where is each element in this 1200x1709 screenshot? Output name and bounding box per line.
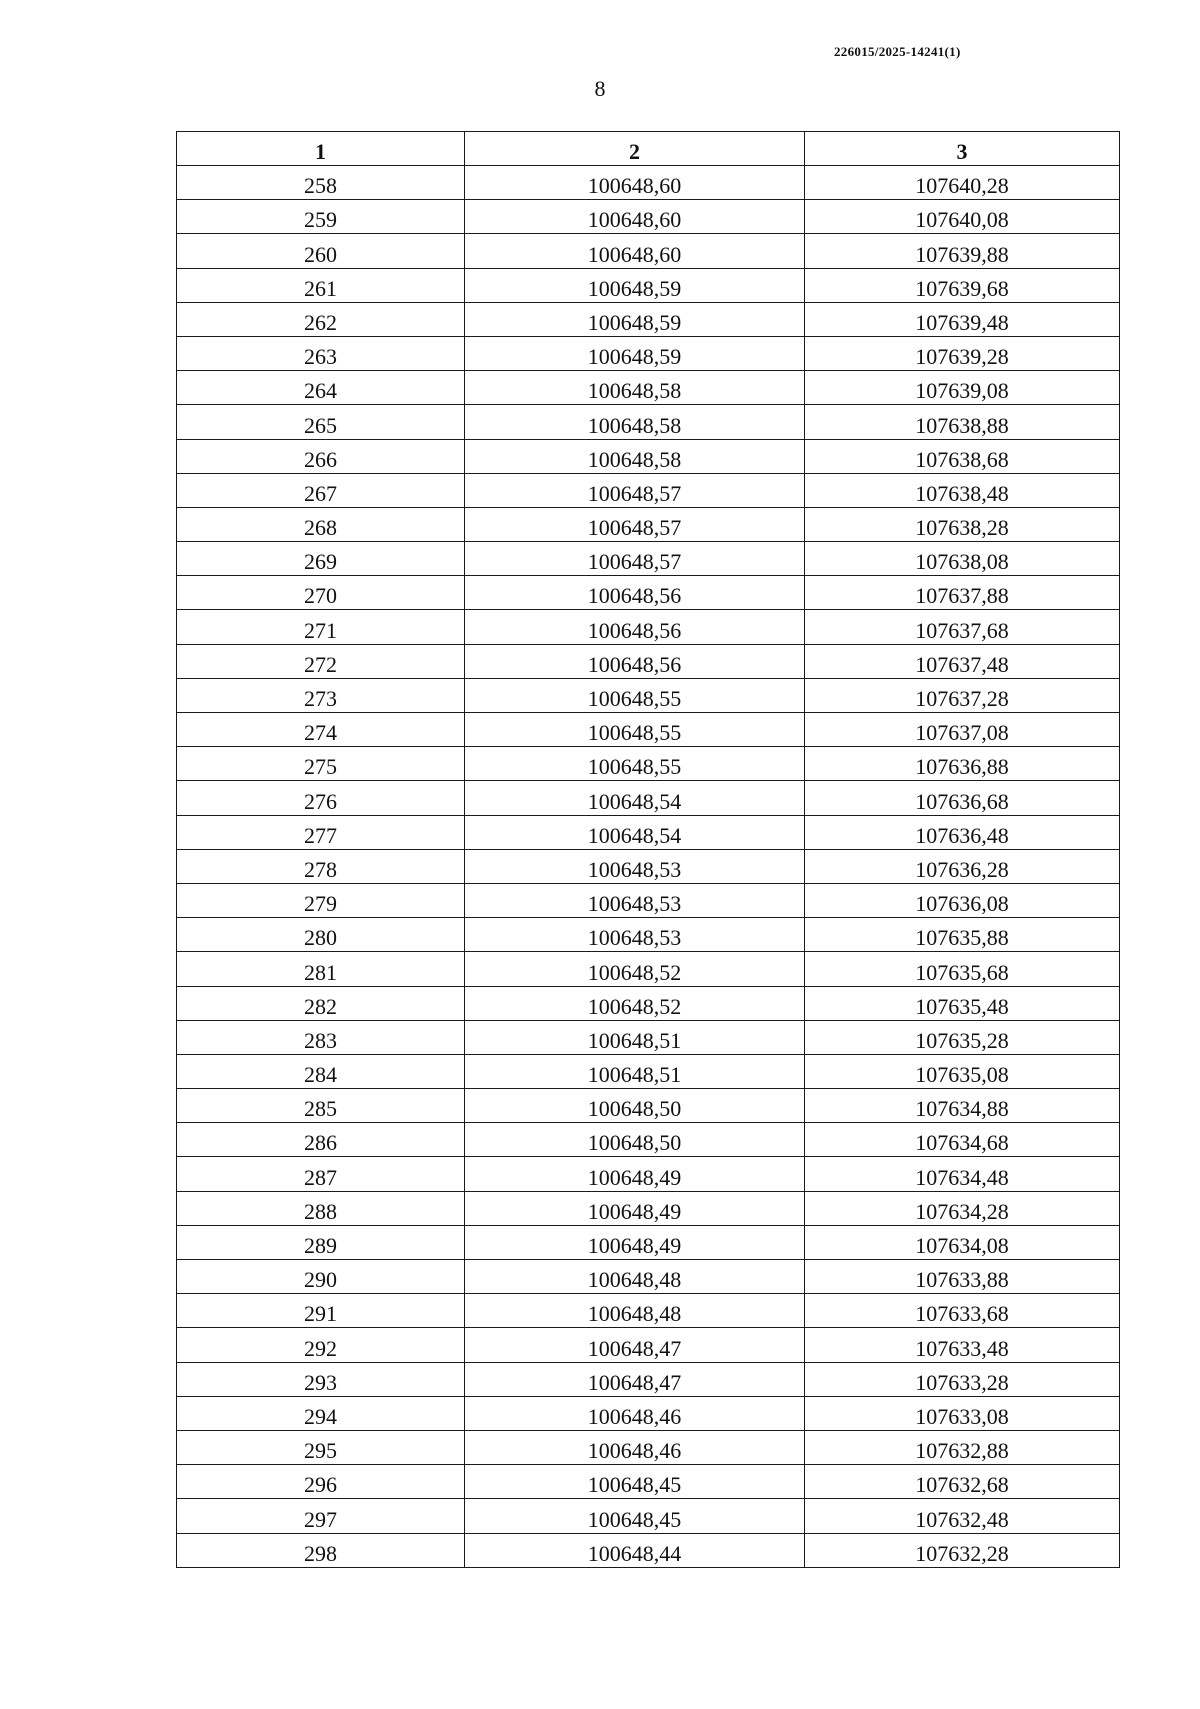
- x-coordinate-cell: 100648,49: [465, 1191, 805, 1225]
- coordinates-table: [176, 131, 1120, 1568]
- y-coordinate-cell: 107632,48: [805, 1499, 1120, 1533]
- table-row: [177, 576, 1120, 610]
- y-coordinate-cell: 107639,48: [805, 302, 1120, 336]
- point-number-cell: 283: [177, 1020, 465, 1054]
- y-coordinate-cell: 107634,68: [805, 1123, 1120, 1157]
- y-coordinate-cell: 107637,88: [805, 576, 1120, 610]
- x-coordinate-cell: 100648,56: [465, 576, 805, 610]
- point-number-cell: 264: [177, 371, 465, 405]
- y-coordinate-cell: 107635,48: [805, 986, 1120, 1020]
- x-coordinate-cell: 100648,53: [465, 918, 805, 952]
- point-number-cell: 276: [177, 781, 465, 815]
- x-coordinate-cell: 100648,55: [465, 747, 805, 781]
- point-number-cell: 286: [177, 1123, 465, 1157]
- point-number-cell: 298: [177, 1533, 465, 1567]
- point-number-cell: 261: [177, 268, 465, 302]
- point-number-cell: 289: [177, 1225, 465, 1259]
- table-row: [177, 234, 1120, 268]
- point-number-cell: 295: [177, 1430, 465, 1464]
- y-coordinate-cell: 107638,48: [805, 473, 1120, 507]
- point-number-cell: 267: [177, 473, 465, 507]
- point-number-cell: 265: [177, 405, 465, 439]
- point-number-cell: 294: [177, 1396, 465, 1430]
- y-coordinate-cell: 107636,88: [805, 747, 1120, 781]
- y-coordinate-cell: 107637,28: [805, 678, 1120, 712]
- y-coordinate-cell: 107638,08: [805, 542, 1120, 576]
- table-row: [177, 747, 1120, 781]
- x-coordinate-cell: 100648,59: [465, 268, 805, 302]
- x-coordinate-cell: 100648,60: [465, 200, 805, 234]
- x-coordinate-cell: 100648,55: [465, 713, 805, 747]
- table-row: [177, 1328, 1120, 1362]
- point-number-cell: 259: [177, 200, 465, 234]
- table-row: [177, 713, 1120, 747]
- y-coordinate-cell: 107639,28: [805, 336, 1120, 370]
- x-coordinate-cell: 100648,49: [465, 1157, 805, 1191]
- x-coordinate-cell: 100648,46: [465, 1396, 805, 1430]
- table-row: [177, 405, 1120, 439]
- x-coordinate-cell: 100648,58: [465, 371, 805, 405]
- point-number-cell: 273: [177, 678, 465, 712]
- y-coordinate-cell: 107634,28: [805, 1191, 1120, 1225]
- table-row: [177, 1533, 1120, 1567]
- y-coordinate-cell: 107640,08: [805, 200, 1120, 234]
- column-header-3: 3: [805, 132, 1120, 166]
- table-row: [177, 439, 1120, 473]
- y-coordinate-cell: 107638,88: [805, 405, 1120, 439]
- table-row: [177, 986, 1120, 1020]
- point-number-cell: 297: [177, 1499, 465, 1533]
- column-header-2: 2: [465, 132, 805, 166]
- x-coordinate-cell: 100648,58: [465, 439, 805, 473]
- y-coordinate-cell: 107637,68: [805, 610, 1120, 644]
- x-coordinate-cell: 100648,51: [465, 1020, 805, 1054]
- table-row: [177, 1225, 1120, 1259]
- x-coordinate-cell: 100648,52: [465, 986, 805, 1020]
- table-row: [177, 166, 1120, 200]
- point-number-cell: 284: [177, 1054, 465, 1088]
- x-coordinate-cell: 100648,49: [465, 1225, 805, 1259]
- point-number-cell: 282: [177, 986, 465, 1020]
- table-row: [177, 507, 1120, 541]
- table-row: [177, 1020, 1120, 1054]
- point-number-cell: 258: [177, 166, 465, 200]
- table-row: [177, 1396, 1120, 1430]
- y-coordinate-cell: 107633,28: [805, 1362, 1120, 1396]
- y-coordinate-cell: 107632,28: [805, 1533, 1120, 1567]
- x-coordinate-cell: 100648,60: [465, 166, 805, 200]
- table-header: [177, 132, 1120, 166]
- y-coordinate-cell: 107639,08: [805, 371, 1120, 405]
- point-number-cell: 287: [177, 1157, 465, 1191]
- table-row: [177, 815, 1120, 849]
- table-row: [177, 781, 1120, 815]
- y-coordinate-cell: 107635,88: [805, 918, 1120, 952]
- point-number-cell: 277: [177, 815, 465, 849]
- point-number-cell: 269: [177, 542, 465, 576]
- x-coordinate-cell: 100648,44: [465, 1533, 805, 1567]
- point-number-cell: 271: [177, 610, 465, 644]
- y-coordinate-cell: 107632,68: [805, 1465, 1120, 1499]
- point-number-cell: 292: [177, 1328, 465, 1362]
- x-coordinate-cell: 100648,47: [465, 1328, 805, 1362]
- y-coordinate-cell: 107636,48: [805, 815, 1120, 849]
- x-coordinate-cell: 100648,48: [465, 1294, 805, 1328]
- point-number-cell: 291: [177, 1294, 465, 1328]
- table-row: [177, 644, 1120, 678]
- x-coordinate-cell: 100648,59: [465, 336, 805, 370]
- point-number-cell: 285: [177, 1089, 465, 1123]
- y-coordinate-cell: 107635,28: [805, 1020, 1120, 1054]
- x-coordinate-cell: 100648,60: [465, 234, 805, 268]
- x-coordinate-cell: 100648,48: [465, 1260, 805, 1294]
- table-row: [177, 336, 1120, 370]
- table-row: [177, 1260, 1120, 1294]
- table-row: [177, 473, 1120, 507]
- point-number-cell: 279: [177, 883, 465, 917]
- table-row: [177, 1362, 1120, 1396]
- table-row: [177, 302, 1120, 336]
- y-coordinate-cell: 107633,08: [805, 1396, 1120, 1430]
- x-coordinate-cell: 100648,45: [465, 1465, 805, 1499]
- x-coordinate-cell: 100648,53: [465, 849, 805, 883]
- y-coordinate-cell: 107639,88: [805, 234, 1120, 268]
- point-number-cell: 296: [177, 1465, 465, 1499]
- point-number-cell: 272: [177, 644, 465, 678]
- y-coordinate-cell: 107632,88: [805, 1430, 1120, 1464]
- y-coordinate-cell: 107639,68: [805, 268, 1120, 302]
- table-row: [177, 371, 1120, 405]
- y-coordinate-cell: 107635,68: [805, 952, 1120, 986]
- point-number-cell: 281: [177, 952, 465, 986]
- point-number-cell: 266: [177, 439, 465, 473]
- y-coordinate-cell: 107638,28: [805, 507, 1120, 541]
- x-coordinate-cell: 100648,59: [465, 302, 805, 336]
- table-row: [177, 883, 1120, 917]
- x-coordinate-cell: 100648,56: [465, 610, 805, 644]
- x-coordinate-cell: 100648,46: [465, 1430, 805, 1464]
- point-number-cell: 293: [177, 1362, 465, 1396]
- y-coordinate-cell: 107640,28: [805, 166, 1120, 200]
- x-coordinate-cell: 100648,58: [465, 405, 805, 439]
- table-row: [177, 918, 1120, 952]
- point-number-cell: 275: [177, 747, 465, 781]
- table-row: [177, 1499, 1120, 1533]
- y-coordinate-cell: 107637,08: [805, 713, 1120, 747]
- x-coordinate-cell: 100648,56: [465, 644, 805, 678]
- table-row: [177, 1089, 1120, 1123]
- point-number-cell: 280: [177, 918, 465, 952]
- table-row: [177, 542, 1120, 576]
- point-number-cell: 268: [177, 507, 465, 541]
- y-coordinate-cell: 107633,48: [805, 1328, 1120, 1362]
- point-number-cell: 262: [177, 302, 465, 336]
- page-number: 8: [594, 76, 606, 101]
- table-body: [177, 166, 1120, 1568]
- table-row: [177, 849, 1120, 883]
- table-row: [177, 1054, 1120, 1088]
- y-coordinate-cell: 107634,48: [805, 1157, 1120, 1191]
- x-coordinate-cell: 100648,53: [465, 883, 805, 917]
- table-row: [177, 200, 1120, 234]
- point-number-cell: 290: [177, 1260, 465, 1294]
- x-coordinate-cell: 100648,45: [465, 1499, 805, 1533]
- point-number-cell: 274: [177, 713, 465, 747]
- table-row: [177, 1157, 1120, 1191]
- x-coordinate-cell: 100648,52: [465, 952, 805, 986]
- x-coordinate-cell: 100648,55: [465, 678, 805, 712]
- table-row: [177, 1465, 1120, 1499]
- x-coordinate-cell: 100648,50: [465, 1123, 805, 1157]
- table-row: [177, 1430, 1120, 1464]
- table-row: [177, 1191, 1120, 1225]
- table-row: [177, 952, 1120, 986]
- y-coordinate-cell: 107633,88: [805, 1260, 1120, 1294]
- point-number-cell: 260: [177, 234, 465, 268]
- y-coordinate-cell: 107633,68: [805, 1294, 1120, 1328]
- x-coordinate-cell: 100648,50: [465, 1089, 805, 1123]
- table-row: [177, 678, 1120, 712]
- point-number-cell: 278: [177, 849, 465, 883]
- x-coordinate-cell: 100648,57: [465, 473, 805, 507]
- x-coordinate-cell: 100648,57: [465, 542, 805, 576]
- y-coordinate-cell: 107638,68: [805, 439, 1120, 473]
- y-coordinate-cell: 107636,08: [805, 883, 1120, 917]
- x-coordinate-cell: 100648,47: [465, 1362, 805, 1396]
- header-row: [177, 132, 1120, 166]
- x-coordinate-cell: 100648,54: [465, 781, 805, 815]
- y-coordinate-cell: 107637,48: [805, 644, 1120, 678]
- table-row: [177, 1123, 1120, 1157]
- x-coordinate-cell: 100648,54: [465, 815, 805, 849]
- point-number-cell: 288: [177, 1191, 465, 1225]
- column-header-1: 1: [177, 132, 465, 166]
- table-row: [177, 268, 1120, 302]
- y-coordinate-cell: 107635,08: [805, 1054, 1120, 1088]
- y-coordinate-cell: 107634,08: [805, 1225, 1120, 1259]
- point-number-cell: 270: [177, 576, 465, 610]
- x-coordinate-cell: 100648,51: [465, 1054, 805, 1088]
- x-coordinate-cell: 100648,57: [465, 507, 805, 541]
- table-row: [177, 610, 1120, 644]
- y-coordinate-cell: 107634,88: [805, 1089, 1120, 1123]
- document-id: 226015/2025-14241(1): [834, 44, 961, 59]
- table-row: [177, 1294, 1120, 1328]
- y-coordinate-cell: 107636,28: [805, 849, 1120, 883]
- y-coordinate-cell: 107636,68: [805, 781, 1120, 815]
- point-number-cell: 263: [177, 336, 465, 370]
